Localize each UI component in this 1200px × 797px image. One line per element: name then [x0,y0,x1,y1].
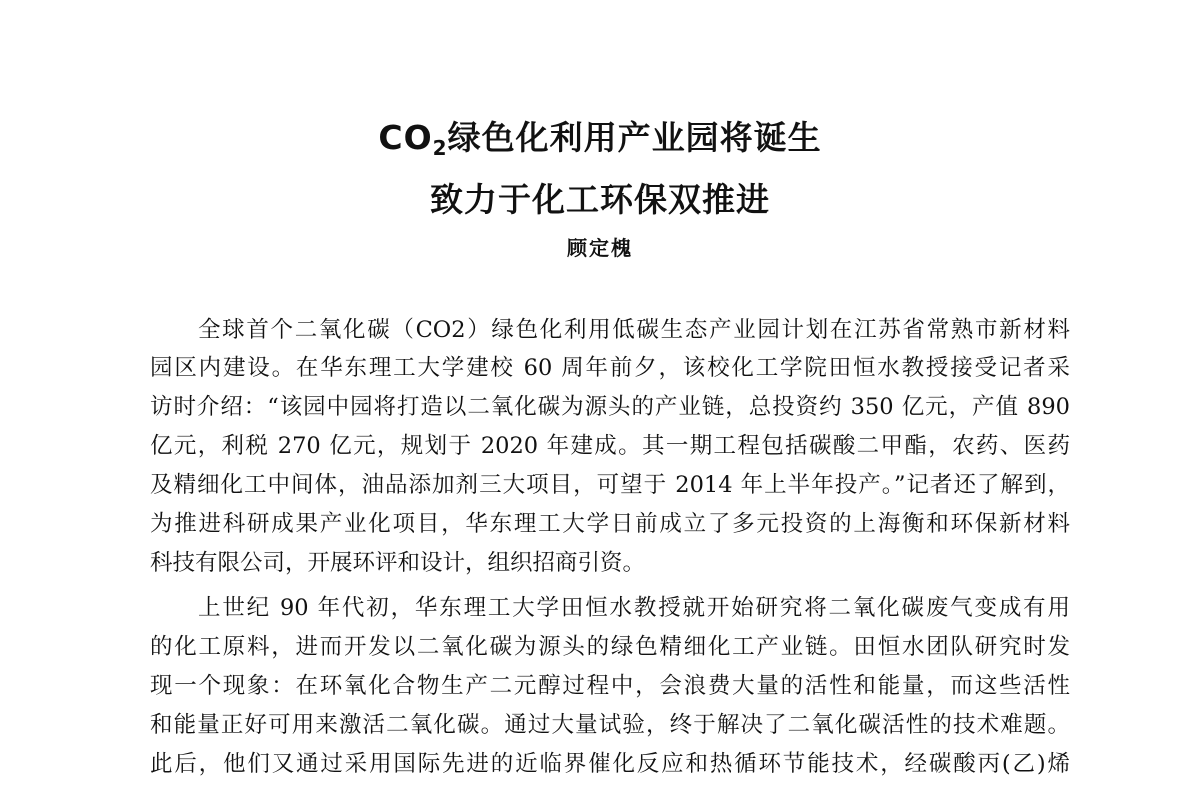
body-line-11: 和能量正好可用来激活二氧化碳。通过大量试验，终于解决了二氧化碳活性的技术难题。 [150,712,1070,738]
title-chemical-subscript: 2 [432,136,448,160]
body-line-1: 全球首个二氧化碳（CO2）绿色化利用低碳生态产业园计划在江苏省常熟市新材料 [198,317,1070,343]
article-author: 顾定槐 [567,236,633,260]
body-line-10: 现一个现象：在环氧化合物生产二元醇过程中，会浪费大量的活性和能量，而这些活性 [150,673,1070,699]
body-line-8: 上世纪 90 年代初，华东理工大学田恒水教授就开始研究将二氧化碳废气变成有用 [198,595,1070,621]
article-title-line-2: 致力于化工环保双推进 [430,180,770,219]
body-line-6: 为推进科研成果产业化项目，华东理工大学日前成立了多元投资的上海衡和环保新材料 [150,511,1070,537]
body-line-12: 此后，他们又通过采用国际先进的近临界催化反应和热循环节能技术，经碳酸丙(乙)烯 [150,751,1070,777]
title-line-1-text: 绿色化利用产业园将诞生 [447,118,822,157]
body-line-3: 访时介绍：“该园中园将打造以二氧化碳为源头的产业链，总投资约 350 亿元，产值 890 [150,394,1070,420]
body-line-7: 科技有限公司，开展环评和设计，组织招商引资。 [150,550,646,576]
title-chemical-prefix: CO [378,118,433,157]
body-line-4: 亿元，利税 270 亿元，规划于 2020 年建成。其一期工程包括碳酸二甲酯，农药、医药 [150,433,1070,459]
body-line-9: 的化工原料，进而开发以二氧化碳为源头的绿色精细化工产业链。田恒水团队研究时发 [150,634,1070,660]
body-line-2: 园区内建设。在华东理工大学建校 60 周年前夕，该校化工学院田恒水教授接受记者采 [150,355,1070,381]
article-title-line-1 [0,118,1200,158]
body-line-5: 及精细化工中间体，油品添加剂三大项目，可望于 2014 年上半年投产。”记者还了解到， [150,472,1070,498]
